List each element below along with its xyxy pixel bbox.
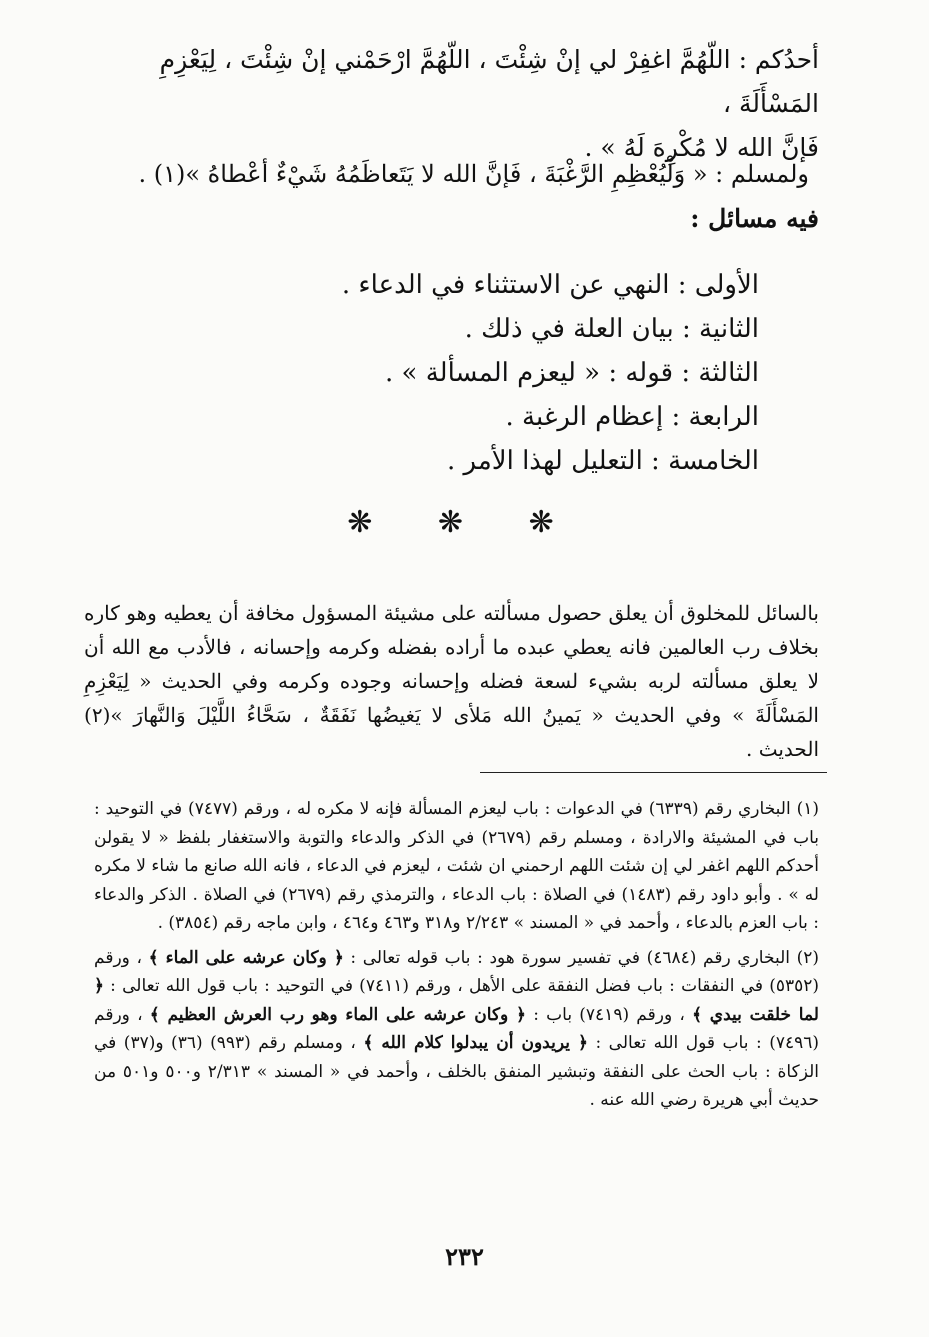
footnote-2-text-e: ، ومسلم رقم (٩٩٣) (٣٦) و(٣٧) في الزكاة : باب الحث على النفقة وتبشير المنفق بالخلف ، وأحمد في « المسند » ٢/٣١٣ و٥٠٠ و٥٠١ من حديث أبي هريرة رضي الله عنه . (94, 1033, 819, 1110)
footnote-1: (١) البخاري رقم (٦٣٣٩) في الدعوات : باب ليعزم المسألة فإنه لا مكره له ، ورقم (٧٤٧٧) في التوحيد : باب في المشيئة والارادة ، ومسلم رقم (٢٦٧٩) في الذكر والدعاء والتوبة والاستغفار بلفظ « لا يقولن أحدكم اللهم اغفر لي إن شئت اللهم ارحمني ان شئت ، ليعزم في الدعاء ، فانه الله صانع ما شاء لا مكره له » . وأبو داود رقم (١٤٨٣) في الصلاة : باب الدعاء ، والترمذي رقم (٢٦٧٩) في الصلاة . الذكر والدعاء : باب العزم بالدعاء ، وأحمد في « المسند » ٢/٢٤٣ و٣١٨ و٤٦٣ و٤٦٤ ، وابن ماجه رقم (٣٨٥٤) . (94, 799, 819, 933)
footnotes (94, 795, 819, 1121)
footnote-2-text-c: ، ورقم (٧٤١٩) باب : (525, 1004, 693, 1025)
footnote-2-quran-4: ﴿ يريدون أن يبدلوا كلام الله ﴾ (363, 1033, 588, 1053)
footnote-2-quran-2: ﴿ لما خلقت بيدي ﴾ (94, 976, 819, 1025)
commentary-text: بالسائل للمخلوق أن يعلق حصول مسألته على مشيئة المسؤول مخافة أن يعطيه وهو كاره بخلاف رب العالمين فانه يعطي عبده ما أراده بفضله وكرمه وإحسانه ، فالأدب مع الله أن لا يعلق مسألته لربه بشيء لسعة فضله وإحسانه وجوده وكرمه وفي الحديث « لِيَعْزِمِ المَسْأَلَةَ » وفي الحديث « يَمينُ الله مَلأى لا يَغيضُها نَفَقَةٌ ، سَحَّاءُ اللَّيْلَ وَالنَّهارَ »(٢) الحديث . (84, 601, 819, 761)
issue-item-1: الأولى : النهي عن الاستثناء في الدعاء . (341, 270, 759, 300)
issue-item-5: الخامسة : التعليل لهذا الأمر . (446, 446, 759, 476)
footnote-2 (94, 944, 819, 1115)
footnote-divider (480, 772, 827, 773)
footnote-2-quran-1: ﴿ وكان عرشه على الماء ﴾ (148, 947, 344, 968)
issue-item-3: الثالثة : قوله : « ليعزم المسألة » . (385, 358, 759, 388)
section-separator: ❋ ❋ ❋ (347, 505, 582, 540)
issues-list (159, 263, 759, 483)
page-number: ٢٣٢ (445, 1242, 484, 1271)
issue-item-4: الرابعة : إعظام الرغبة . (505, 402, 759, 432)
hadith-line-1: أحدُكم : اللّهُمَّ اغفِرْ لي إنْ شِئْتَ ، اللّهُمَّ ارْحَمْني إنْ شِئْتَ ، لِيَعْزِمِ المَسْأَلَةَ ، (159, 45, 819, 118)
issues-heading: فيه مسائل : (690, 204, 819, 233)
muslim-narration: ولمسلم : « وَلْيُعْظِمِ الرَّغْبَةَ ، فَإنَّ الله لا يَتَعاظَمُهُ شَيْءٌ أعْطاهُ »(١) . (138, 160, 809, 188)
footnote-2-text-a: (٢) البخاري رقم (٤٦٨٤) في تفسير سورة هود : باب قوله تعالى : (343, 947, 820, 968)
footnote-2-quran-3: ﴿ وكان عرشه على الماء وهو رب العرش العظيم ﴾ (149, 1004, 526, 1025)
issue-item-2: الثانية : بيان العلة في ذلك . (464, 314, 759, 344)
footnote-2-text-d: ، ورقم (٧٤٩٦) : باب قول الله تعالى : (94, 1004, 819, 1053)
hadith-text (99, 38, 819, 170)
footnote-2-text-b: ، ورقم (٥٣٥٢) في النفقات : باب فضل النفقة على الأهل ، ورقم (٧٤١١) في التوحيد : باب قول الله تعالى : (94, 947, 819, 996)
commentary-paragraph (84, 596, 819, 766)
hadith-line-2: فَإنَّ الله لا مُكْرِهَ لَهُ » . (584, 133, 819, 162)
